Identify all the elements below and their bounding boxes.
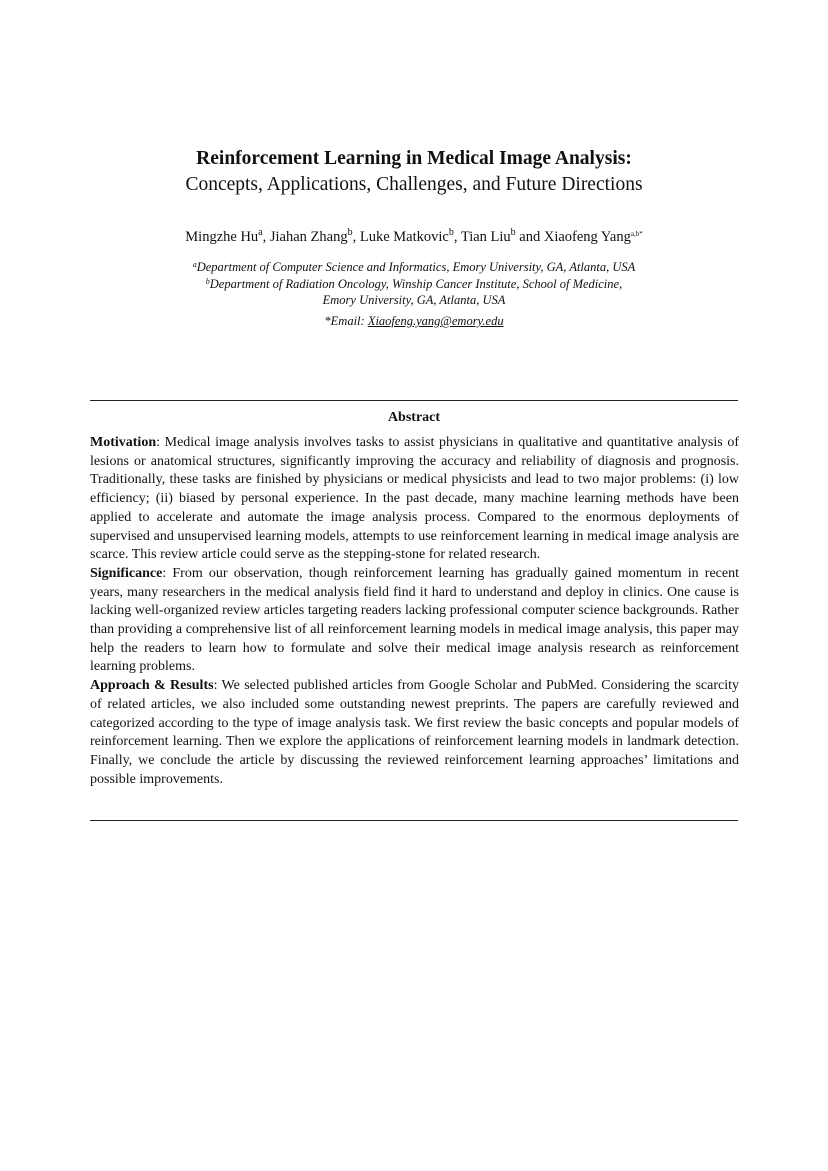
section-text: : From our observation, though reinforcement learning has gradually gained momentum in recent years, many researchers in the medical analysis field find it hard to understand and deploy in clinics. One cause is lacking well-organized review articles targeting readers lacking professional computer science backgrounds. Rather than providing a comprehensive list of all reinforcement learning models in medical image analysis, this paper may help the readers to learn how to formulate and solve their medical image analysis research as reinforcement learning problems.: [90, 565, 739, 675]
abstract-paragraph-approach: [90, 677, 739, 789]
affiliation-text: Department of Computer Science and Informatics, Emory University, GA, Atlanta, USA: [196, 260, 636, 274]
bottom-divider: [90, 820, 738, 821]
author-name: Mingzhe Hu: [185, 229, 259, 245]
author-separator: and: [515, 229, 544, 245]
section-lead: Significance: [90, 565, 163, 581]
affiliation-a: [0, 259, 828, 276]
affiliation-mark: b: [205, 276, 210, 286]
author-name: Jiahan Zhang: [269, 229, 348, 245]
affiliations: [0, 259, 828, 309]
section-lead: Motivation: [90, 435, 157, 450]
abstract-paragraph-significance: [90, 565, 739, 677]
affiliation-mark: a: [192, 260, 197, 269]
affiliation-b: [0, 276, 828, 293]
author-list: [0, 226, 828, 248]
author-affiliation-mark: a: [258, 227, 263, 238]
author-name: Xiaofeng Yang: [543, 229, 631, 245]
author-affiliation-mark: b: [510, 227, 516, 238]
section-text: : Medical image analysis involves tasks to assist physicians in qualitative and quantitative analysis of lesions or anatomical structures, significantly improving the accuracy and reliability of diagnosis and prognosis. Traditionally, these tasks are finished by physicians or medical physicists and lead to two major problems: (i) low efficiency; (ii) biased by personal experience. In the past decade, many machine learning methods have been applied to accelerate and automate the image analysis process. Compared to the enormous deployments of supervised and unsupervised learning models, attempts to use reinforcement learning in medical image analysis are scarce. This review article could serve as the stepping-stone for related research.: [90, 435, 739, 563]
section-text: : We selected published articles from Google Scholar and PubMed. Considering the scarcity of related articles, we also included some outstanding newest preprints. The papers are carefully reviewed and categorized according to the type of image analysis task. We first review the basic concepts and popular models of reinforcement learning. Then we explore the applications of reinforcement learning models in landmark detection. Finally, we conclude the article by discussing the reviewed reinforcement learning approaches’ limitations and possible improvements.: [90, 678, 739, 787]
author-separator: ,: [352, 229, 360, 245]
affiliation-text: Department of Radiation Oncology, Winship Cancer Institute, School of Medicine,: [209, 276, 623, 291]
title-line-1: Reinforcement Learning in Medical Image Analysis:: [196, 148, 632, 169]
author-separator: ,: [262, 229, 270, 245]
email-label: *Email:: [324, 314, 368, 328]
title-line-2: Concepts, Applications, Challenges, and Future Directions: [185, 174, 643, 195]
author-name: Luke Matkovic: [359, 229, 449, 245]
abstract-heading: Abstract: [387, 410, 441, 425]
author-affiliation-mark: b: [448, 227, 454, 238]
paper-title: [0, 146, 828, 198]
author-separator: ,: [453, 229, 461, 245]
abstract-body: [90, 434, 739, 789]
corresponding-email: [0, 313, 828, 329]
abstract-paragraph-motivation: [90, 434, 739, 565]
author-name: Tian Liu: [460, 229, 511, 245]
author-affiliation-mark: b: [347, 227, 353, 238]
section-lead: Approach & Results: [90, 678, 214, 694]
email-link[interactable]: Xiaofeng.yang@emory.edu: [367, 314, 504, 328]
top-divider: [90, 400, 738, 401]
affiliation-b-line2: Emory University, GA, Atlanta, USA: [322, 293, 506, 307]
author-affiliation-mark: a,b*: [630, 230, 643, 238]
